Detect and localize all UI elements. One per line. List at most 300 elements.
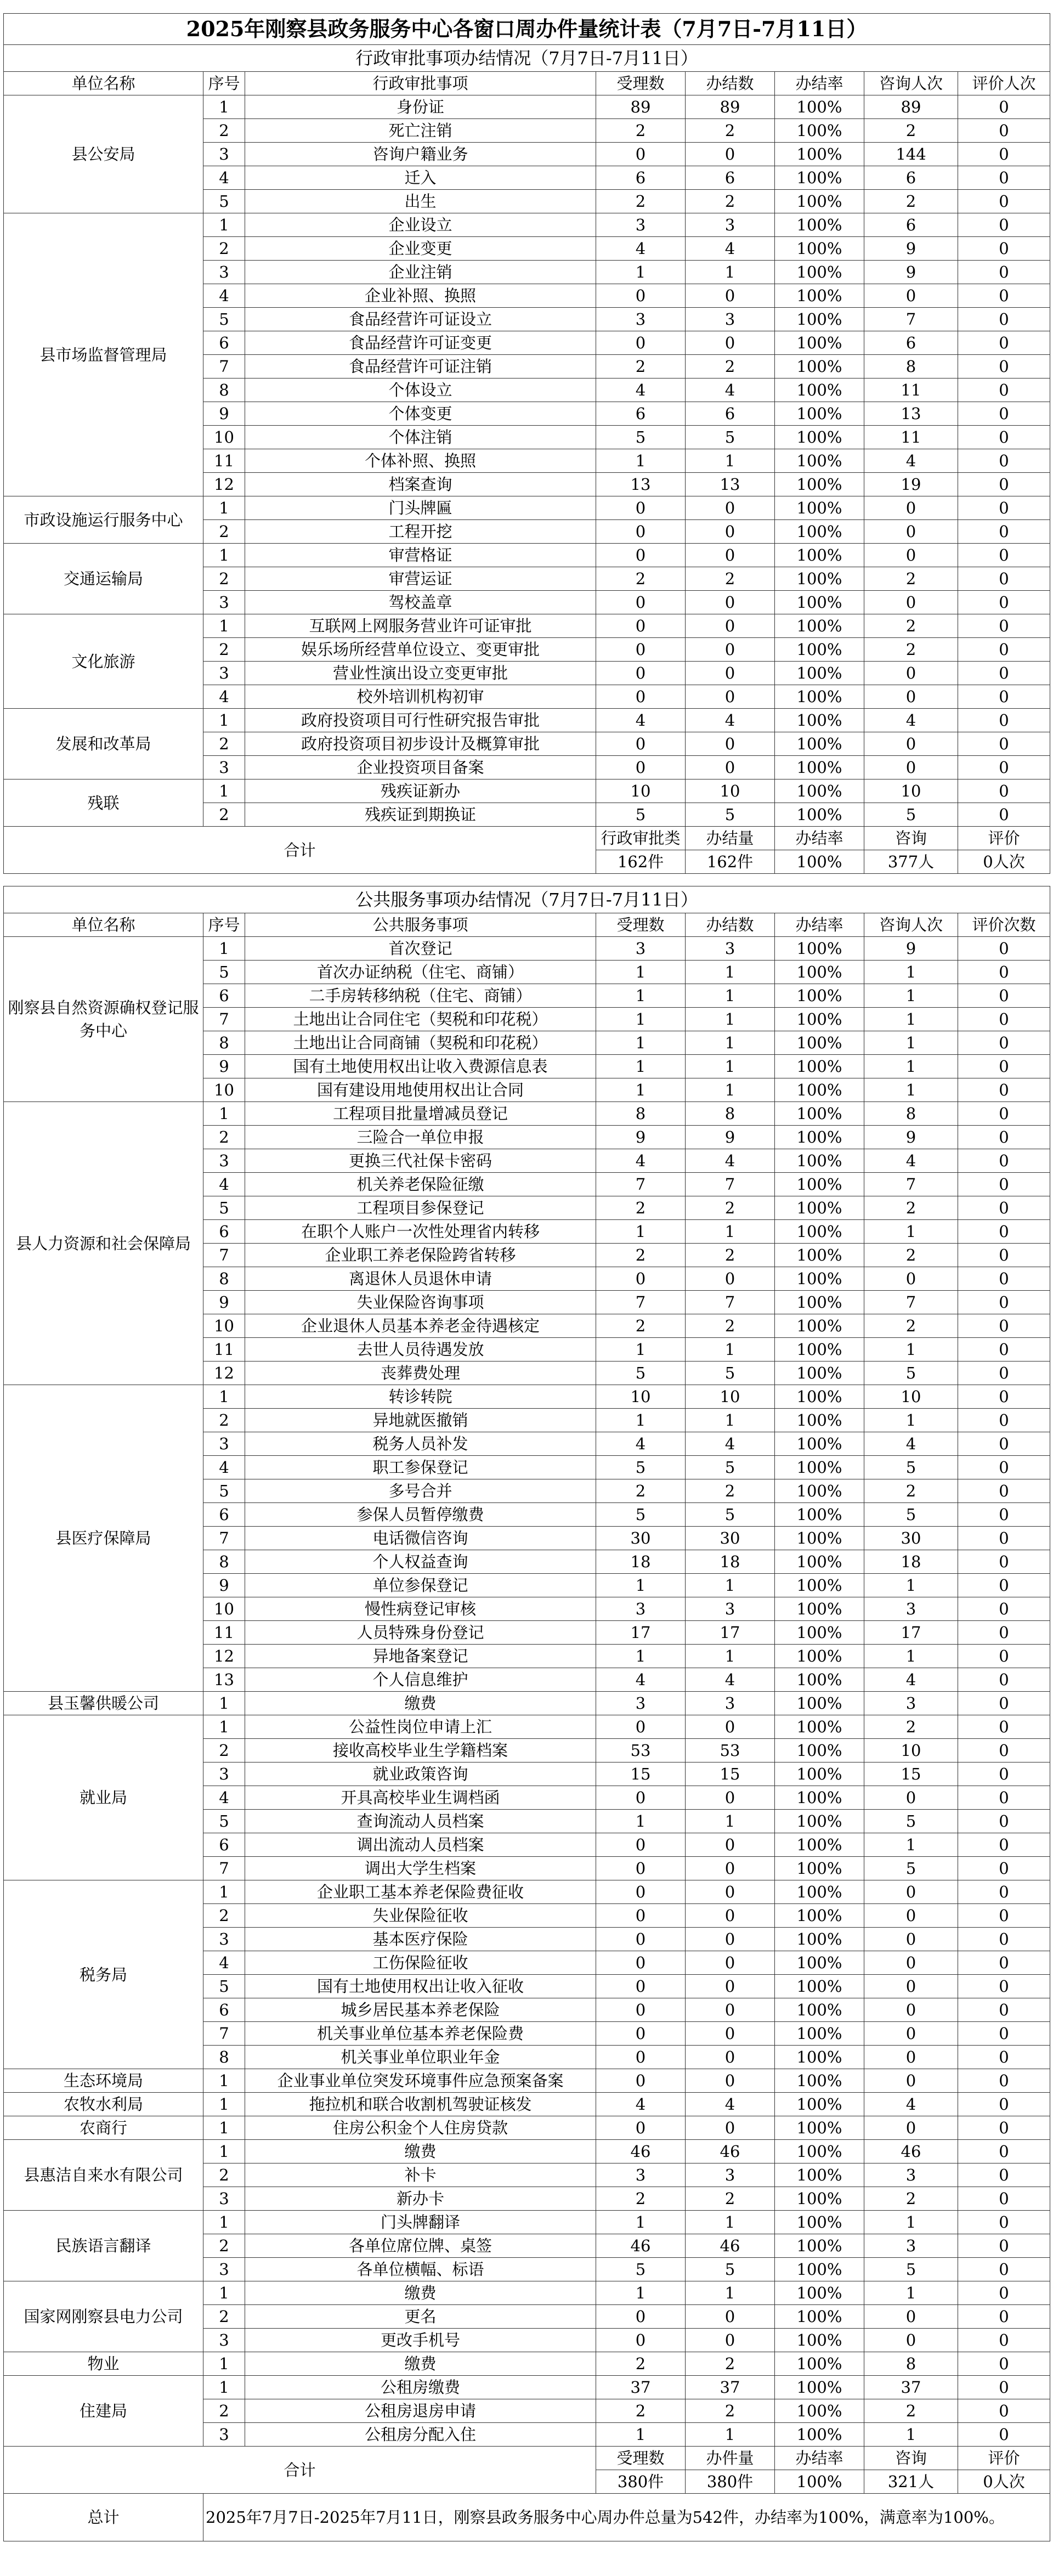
accepted-cell: 1 — [596, 2281, 686, 2305]
item-cell: 个人权益查询 — [245, 1550, 596, 1574]
unit-name-cell: 国家网刚察县电力公司 — [4, 2281, 203, 2352]
serial-cell: 1 — [203, 213, 245, 237]
accepted-cell: 1 — [596, 1645, 686, 1668]
item-cell: 企业事业单位突发环境事件应急预案备案 — [245, 2069, 596, 2093]
serial-cell: 2 — [203, 732, 245, 756]
item-cell: 异地就医撤销 — [245, 1409, 596, 1432]
accepted-cell: 7 — [596, 1291, 686, 1314]
accepted-cell: 2 — [596, 2399, 686, 2423]
serial-cell: 1 — [203, 779, 245, 803]
accepted-cell: 9 — [596, 1126, 686, 1149]
rate-cell: 100% — [775, 803, 864, 827]
rate-cell: 100% — [775, 284, 864, 308]
rate-cell: 100% — [775, 2093, 864, 2116]
item-cell: 新办卡 — [245, 2187, 596, 2211]
accepted-cell: 10 — [596, 779, 686, 803]
consult-cell: 2 — [864, 1479, 958, 1503]
item-cell: 拖拉机和联合收割机驾驶证核发 — [245, 2093, 596, 2116]
accepted-cell: 2 — [596, 1196, 686, 1220]
evaluation-cell: 0 — [958, 1432, 1050, 1456]
rate-cell: 100% — [775, 520, 864, 544]
accepted-cell: 46 — [596, 2140, 686, 2163]
serial-cell: 7 — [203, 1527, 245, 1550]
item-cell: 城乡居民基本养老保险 — [245, 1998, 596, 2022]
rate-cell: 100% — [775, 1715, 864, 1739]
accepted-cell: 1 — [596, 449, 686, 473]
item-cell: 娱乐场所经营单位设立、变更审批 — [245, 638, 596, 662]
completed-cell: 1 — [686, 2423, 775, 2447]
rate-cell: 100% — [775, 1244, 864, 1267]
rate-cell: 100% — [775, 190, 864, 213]
column-header-row — [4, 72, 1050, 95]
serial-cell: 1 — [203, 544, 245, 567]
evaluation-cell: 0 — [958, 1527, 1050, 1550]
consult-cell: 5 — [864, 2258, 958, 2281]
completed-cell: 0 — [686, 1833, 775, 1857]
serial-cell: 1 — [203, 496, 245, 520]
consult-cell: 0 — [864, 1267, 958, 1291]
total-label: 合计 — [4, 827, 596, 874]
completed-cell: 4 — [686, 1432, 775, 1456]
serial-cell: 6 — [203, 1220, 245, 1244]
completed-cell: 0 — [686, 2069, 775, 2093]
completed-cell: 1 — [686, 1031, 775, 1055]
consult-cell: 18 — [864, 1550, 958, 1574]
rate-cell: 100% — [775, 662, 864, 685]
evaluation-cell: 0 — [958, 544, 1050, 567]
rate-cell: 100% — [775, 1928, 864, 1951]
column-header: 咨询人次 — [864, 913, 958, 937]
accepted-cell: 4 — [596, 1432, 686, 1456]
rate-cell: 100% — [775, 1196, 864, 1220]
accepted-cell: 0 — [596, 2116, 686, 2140]
column-header: 办结数 — [686, 913, 775, 937]
serial-cell: 7 — [203, 355, 245, 379]
item-cell: 企业变更 — [245, 237, 596, 261]
evaluation-cell: 0 — [958, 1291, 1050, 1314]
serial-cell: 10 — [203, 1314, 245, 1338]
consult-cell: 89 — [864, 95, 958, 119]
accepted-cell: 3 — [596, 213, 686, 237]
item-cell: 出生 — [245, 190, 596, 213]
accepted-cell: 1 — [596, 1338, 686, 1362]
accepted-cell: 0 — [596, 2022, 686, 2046]
serial-cell: 4 — [203, 1951, 245, 1975]
evaluation-cell: 0 — [958, 2140, 1050, 2163]
evaluation-cell: 0 — [958, 1904, 1050, 1928]
serial-cell: 2 — [203, 1739, 245, 1762]
serial-cell: 4 — [203, 1173, 245, 1196]
serial-cell: 3 — [203, 143, 245, 166]
rate-cell: 100% — [775, 1126, 864, 1149]
completed-cell: 10 — [686, 779, 775, 803]
completed-cell: 4 — [686, 1668, 775, 1692]
serial-cell: 3 — [203, 2423, 245, 2447]
evaluation-cell: 0 — [958, 1597, 1050, 1621]
consult-cell: 0 — [864, 756, 958, 779]
rate-cell: 100% — [775, 1621, 864, 1645]
accepted-cell: 7 — [596, 1173, 686, 1196]
table-row — [4, 544, 1050, 567]
rate-cell: 100% — [775, 2399, 864, 2423]
table-row — [4, 779, 1050, 803]
completed-cell: 1 — [686, 984, 775, 1008]
accepted-cell: 0 — [596, 732, 686, 756]
consult-cell: 3 — [864, 1597, 958, 1621]
serial-cell: 3 — [203, 1432, 245, 1456]
evaluation-cell: 0 — [958, 1244, 1050, 1267]
completed-cell: 0 — [686, 143, 775, 166]
completed-cell: 0 — [686, 1928, 775, 1951]
rate-cell: 100% — [775, 638, 864, 662]
consult-cell: 15 — [864, 1762, 958, 1786]
serial-cell: 2 — [203, 1904, 245, 1928]
serial-cell: 9 — [203, 402, 245, 426]
item-cell: 企业职工养老保险跨省转移 — [245, 1244, 596, 1267]
table-row — [4, 614, 1050, 638]
evaluation-cell: 0 — [958, 213, 1050, 237]
accepted-cell: 6 — [596, 166, 686, 190]
rate-cell: 100% — [775, 1479, 864, 1503]
serial-cell: 12 — [203, 1645, 245, 1668]
rate-cell: 100% — [775, 1951, 864, 1975]
evaluation-cell: 0 — [958, 190, 1050, 213]
table-row — [4, 213, 1050, 237]
consult-cell: 5 — [864, 1810, 958, 1833]
rate-cell: 100% — [775, 1550, 864, 1574]
evaluation-cell: 0 — [958, 1975, 1050, 1998]
item-cell: 人员特殊身份登记 — [245, 1621, 596, 1645]
rate-cell: 100% — [775, 2211, 864, 2234]
accepted-cell: 53 — [596, 1739, 686, 1762]
item-cell: 个体注销 — [245, 426, 596, 449]
item-cell: 异地备案登记 — [245, 1645, 596, 1668]
completed-cell: 0 — [686, 1975, 775, 1998]
evaluation-cell: 0 — [958, 591, 1050, 614]
completed-cell: 2 — [686, 190, 775, 213]
completed-cell: 0 — [686, 544, 775, 567]
consult-cell: 1 — [864, 2281, 958, 2305]
evaluation-cell: 0 — [958, 961, 1050, 984]
rate-cell: 100% — [775, 1456, 864, 1479]
evaluation-cell: 0 — [958, 1810, 1050, 1833]
consult-cell: 0 — [864, 732, 958, 756]
evaluation-cell: 0 — [958, 2069, 1050, 2093]
item-cell: 单位参保登记 — [245, 1574, 596, 1597]
item-cell: 门头牌匾 — [245, 496, 596, 520]
evaluation-cell: 0 — [958, 662, 1050, 685]
table-row — [4, 2093, 1050, 2116]
evaluation-cell: 0 — [958, 402, 1050, 426]
total-header-cell: 办结率 — [775, 2447, 864, 2470]
serial-cell: 1 — [203, 1880, 245, 1904]
accepted-cell: 0 — [596, 2046, 686, 2069]
serial-cell: 2 — [203, 119, 245, 143]
rate-cell: 100% — [775, 1668, 864, 1692]
total-header-row — [4, 2447, 1050, 2470]
evaluation-cell: 0 — [958, 2163, 1050, 2187]
evaluation-cell: 0 — [958, 1362, 1050, 1385]
evaluation-cell: 0 — [958, 1385, 1050, 1409]
rate-cell: 100% — [775, 1833, 864, 1857]
consult-cell: 5 — [864, 803, 958, 827]
total-header-cell: 行政审批类 — [596, 827, 686, 850]
item-cell: 更改手机号 — [245, 2329, 596, 2352]
table-row — [4, 1880, 1050, 1904]
unit-name-cell: 残联 — [4, 779, 203, 827]
accepted-cell: 0 — [596, 1857, 686, 1880]
accepted-cell: 4 — [596, 237, 686, 261]
completed-cell: 1 — [686, 1574, 775, 1597]
serial-cell: 1 — [203, 2376, 245, 2399]
serial-cell: 2 — [203, 2305, 245, 2329]
serial-cell: 5 — [203, 190, 245, 213]
accepted-cell: 0 — [596, 614, 686, 638]
evaluation-cell: 0 — [958, 1739, 1050, 1762]
consult-cell: 0 — [864, 1998, 958, 2022]
item-cell: 工程项目参保登记 — [245, 1196, 596, 1220]
completed-cell: 0 — [686, 1857, 775, 1880]
section-title: 行政审批事项办结情况（7月7日-7月11日） — [4, 45, 1050, 72]
completed-cell: 0 — [686, 284, 775, 308]
consult-cell: 37 — [864, 2376, 958, 2399]
consult-cell: 1 — [864, 984, 958, 1008]
completed-cell: 4 — [686, 709, 775, 732]
accepted-cell: 3 — [596, 1692, 686, 1715]
accepted-cell: 0 — [596, 1267, 686, 1291]
consult-cell: 0 — [864, 1786, 958, 1810]
completed-cell: 46 — [686, 2140, 775, 2163]
table-row — [4, 2281, 1050, 2305]
rate-cell: 100% — [775, 1220, 864, 1244]
consult-cell: 5 — [864, 1456, 958, 1479]
item-cell: 就业政策咨询 — [245, 1762, 596, 1786]
evaluation-cell: 0 — [958, 95, 1050, 119]
table-row — [4, 2069, 1050, 2093]
total-header-cell: 办结量 — [686, 827, 775, 850]
serial-cell: 1 — [203, 1692, 245, 1715]
item-cell: 公租房缴费 — [245, 2376, 596, 2399]
evaluation-cell: 0 — [958, 520, 1050, 544]
evaluation-cell: 0 — [958, 2305, 1050, 2329]
serial-cell: 3 — [203, 2329, 245, 2352]
evaluation-cell: 0 — [958, 237, 1050, 261]
consult-cell: 46 — [864, 2140, 958, 2163]
completed-cell: 0 — [686, 685, 775, 709]
rate-cell: 100% — [775, 1762, 864, 1786]
rate-cell: 100% — [775, 591, 864, 614]
total-header-cell: 受理数 — [596, 2447, 686, 2470]
serial-cell: 4 — [203, 166, 245, 190]
unit-name-cell: 刚察县自然资源确权登记服务中心 — [4, 937, 203, 1102]
unit-name-cell: 县人力资源和社会保障局 — [4, 1102, 203, 1385]
evaluation-cell: 0 — [958, 1479, 1050, 1503]
accepted-cell: 89 — [596, 95, 686, 119]
consult-cell: 1 — [864, 1338, 958, 1362]
item-cell: 工程开挖 — [245, 520, 596, 544]
consult-cell: 9 — [864, 1126, 958, 1149]
accepted-cell: 0 — [596, 2329, 686, 2352]
consult-cell: 0 — [864, 685, 958, 709]
rate-cell: 100% — [775, 2305, 864, 2329]
evaluation-cell: 0 — [958, 984, 1050, 1008]
rate-cell: 100% — [775, 1102, 864, 1126]
consult-cell: 1 — [864, 1055, 958, 1078]
consult-cell: 10 — [864, 1739, 958, 1762]
item-cell: 企业职工基本养老保险费征收 — [245, 1880, 596, 1904]
accepted-cell: 0 — [596, 1880, 686, 1904]
serial-cell: 2 — [203, 237, 245, 261]
rate-cell: 100% — [775, 984, 864, 1008]
rate-cell: 100% — [775, 614, 864, 638]
rate-cell: 100% — [775, 2116, 864, 2140]
evaluation-cell: 0 — [958, 261, 1050, 284]
consult-cell: 0 — [864, 2069, 958, 2093]
serial-cell: 2 — [203, 2399, 245, 2423]
rate-cell: 100% — [775, 402, 864, 426]
consult-cell: 0 — [864, 2305, 958, 2329]
serial-cell: 5 — [203, 1975, 245, 1998]
rate-cell: 100% — [775, 213, 864, 237]
rate-cell: 100% — [775, 2234, 864, 2258]
completed-cell: 0 — [686, 1267, 775, 1291]
total-value-cell: 377人 — [864, 850, 958, 874]
evaluation-cell: 0 — [958, 1409, 1050, 1432]
total-value-cell: 380件 — [686, 2470, 775, 2494]
accepted-cell: 1 — [596, 984, 686, 1008]
serial-cell: 1 — [203, 709, 245, 732]
evaluation-cell: 0 — [958, 1078, 1050, 1102]
consult-cell: 0 — [864, 591, 958, 614]
accepted-cell: 0 — [596, 143, 686, 166]
serial-cell: 4 — [203, 284, 245, 308]
column-header-row — [4, 913, 1050, 937]
accepted-cell: 5 — [596, 2258, 686, 2281]
evaluation-cell: 0 — [958, 2234, 1050, 2258]
serial-cell: 11 — [203, 449, 245, 473]
completed-cell: 18 — [686, 1550, 775, 1574]
serial-cell: 3 — [203, 261, 245, 284]
completed-cell: 5 — [686, 803, 775, 827]
summary-row — [4, 2494, 1050, 2541]
evaluation-cell: 0 — [958, 1456, 1050, 1479]
consult-cell: 2 — [864, 1715, 958, 1739]
evaluation-cell: 0 — [958, 1126, 1050, 1149]
completed-cell: 13 — [686, 473, 775, 496]
accepted-cell: 2 — [596, 1479, 686, 1503]
item-cell: 更名 — [245, 2305, 596, 2329]
column-header: 评价人次 — [958, 72, 1050, 95]
evaluation-cell: 0 — [958, 2046, 1050, 2069]
consult-cell: 7 — [864, 308, 958, 331]
serial-cell: 9 — [203, 1055, 245, 1078]
total-value-cell: 0人次 — [958, 850, 1050, 874]
completed-cell: 6 — [686, 402, 775, 426]
evaluation-cell: 0 — [958, 732, 1050, 756]
evaluation-cell: 0 — [958, 1692, 1050, 1715]
item-cell: 机关养老保险征缴 — [245, 1173, 596, 1196]
section-title: 公共服务事项办结情况（7月7日-7月11日） — [4, 886, 1050, 913]
evaluation-cell: 0 — [958, 1574, 1050, 1597]
item-cell: 缴费 — [245, 2281, 596, 2305]
consult-cell: 5 — [864, 1503, 958, 1527]
section-title-row — [4, 886, 1050, 913]
accepted-cell: 30 — [596, 1527, 686, 1550]
accepted-cell: 2 — [596, 1244, 686, 1267]
column-header: 单位名称 — [4, 913, 203, 937]
evaluation-cell: 0 — [958, 685, 1050, 709]
consult-cell: 5 — [864, 1362, 958, 1385]
item-cell: 失业保险咨询事项 — [245, 1291, 596, 1314]
completed-cell: 0 — [686, 496, 775, 520]
serial-cell: 12 — [203, 1362, 245, 1385]
serial-cell: 5 — [203, 1479, 245, 1503]
unit-name-cell: 税务局 — [4, 1880, 203, 2069]
completed-cell: 0 — [686, 638, 775, 662]
accepted-cell: 1 — [596, 2423, 686, 2447]
completed-cell: 0 — [686, 1880, 775, 1904]
rate-cell: 100% — [775, 1149, 864, 1173]
evaluation-cell: 0 — [958, 1314, 1050, 1338]
accepted-cell: 1 — [596, 1031, 686, 1055]
consult-cell: 8 — [864, 355, 958, 379]
section-gap — [4, 874, 1050, 886]
accepted-cell: 0 — [596, 1786, 686, 1810]
completed-cell: 89 — [686, 95, 775, 119]
rate-cell: 100% — [775, 685, 864, 709]
serial-cell: 2 — [203, 520, 245, 544]
completed-cell: 53 — [686, 1739, 775, 1762]
completed-cell: 3 — [686, 213, 775, 237]
consult-cell: 0 — [864, 496, 958, 520]
column-header: 受理数 — [596, 913, 686, 937]
item-cell: 营业性演出设立变更审批 — [245, 662, 596, 685]
statistics-table — [3, 13, 1050, 2541]
accepted-cell: 0 — [596, 1951, 686, 1975]
evaluation-cell: 0 — [958, 1503, 1050, 1527]
serial-cell: 1 — [203, 614, 245, 638]
consult-cell: 6 — [864, 213, 958, 237]
rate-cell: 100% — [775, 1786, 864, 1810]
consult-cell: 0 — [864, 2046, 958, 2069]
item-cell: 查询流动人员档案 — [245, 1810, 596, 1833]
item-cell: 工程项目批量增减员登记 — [245, 1102, 596, 1126]
completed-cell: 0 — [686, 732, 775, 756]
rate-cell: 100% — [775, 779, 864, 803]
rate-cell: 100% — [775, 261, 864, 284]
accepted-cell: 0 — [596, 591, 686, 614]
completed-cell: 2 — [686, 119, 775, 143]
consult-cell: 4 — [864, 449, 958, 473]
consult-cell: 4 — [864, 1432, 958, 1456]
accepted-cell: 4 — [596, 1668, 686, 1692]
rate-cell: 100% — [775, 308, 864, 331]
accepted-cell: 1 — [596, 1008, 686, 1031]
serial-cell: 11 — [203, 1621, 245, 1645]
rate-cell: 100% — [775, 426, 864, 449]
completed-cell: 5 — [686, 426, 775, 449]
item-cell: 多号合并 — [245, 1479, 596, 1503]
completed-cell: 2 — [686, 2187, 775, 2211]
evaluation-cell: 0 — [958, 1220, 1050, 1244]
evaluation-cell: 0 — [958, 426, 1050, 449]
evaluation-cell: 0 — [958, 2258, 1050, 2281]
serial-cell: 1 — [203, 2281, 245, 2305]
evaluation-cell: 0 — [958, 379, 1050, 402]
evaluation-cell: 0 — [958, 284, 1050, 308]
item-cell: 失业保险征收 — [245, 1904, 596, 1928]
item-cell: 食品经营许可证设立 — [245, 308, 596, 331]
